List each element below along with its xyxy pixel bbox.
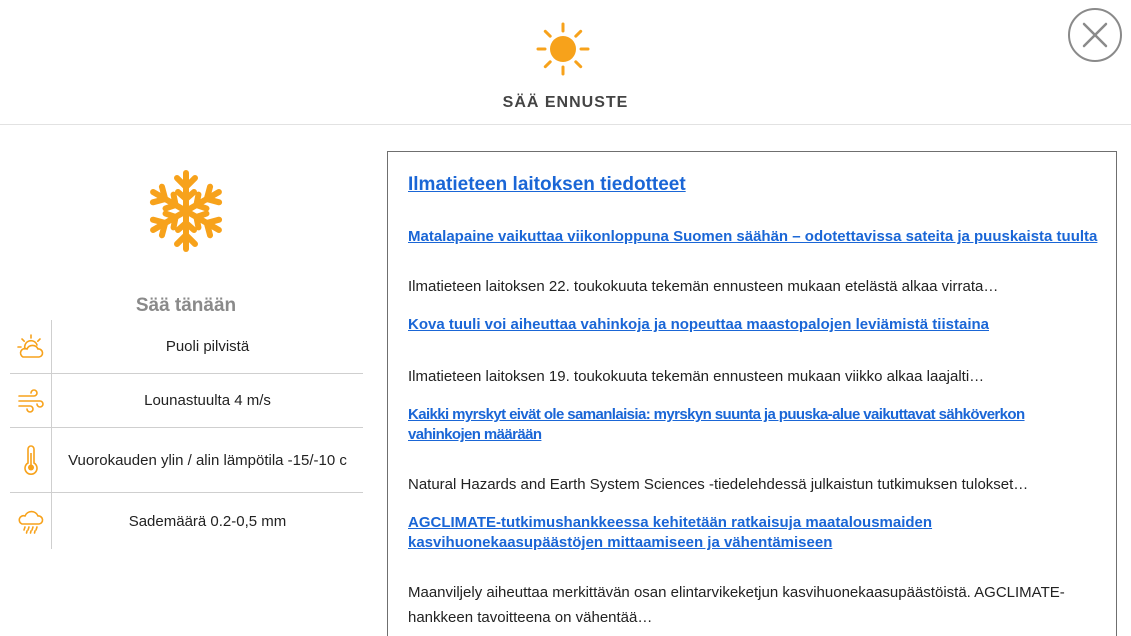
news-headline-link[interactable]: Kova tuuli voi aiheuttaa vahinkoja ja nopeuttaa maastopalojen leviämistä tiistaina [408, 316, 989, 333]
news-summary: Ilmatieteen laitoksen 19. toukokuuta tekemän ennusteen mukaan viikko alkaa laajalti… [408, 368, 985, 385]
close-button[interactable] [1068, 8, 1122, 62]
weather-row [10, 493, 363, 549]
weather-row-text: Puoli pilvistä [165, 338, 250, 355]
header [0, 0, 1131, 125]
weather-row-text: Lounastuulta 4 m/s [144, 392, 271, 409]
sun-icon [536, 22, 590, 76]
rain-cloud-icon [17, 508, 45, 534]
news-headline-link[interactable]: Kaikki myrskyt eivät ole samanlaisia: myrskyn suunta ja puuska-alue vaikuttavat sähköverkon vahinkojen määrään [408, 406, 1025, 443]
news-headline-link[interactable]: Matalapaine vaikuttaa viikonloppuna Suomen säähän – odotettavissa sateita ja puuskaista tuulta [408, 228, 1098, 245]
news-title-link[interactable]: Ilmatieteen laitoksen tiedotteet [408, 174, 686, 195]
news-summary: Maanviljely aiheuttaa merkittävän osan elintarvikeketjun kasvihuonekaasupäästöistä. AGCLIMATE-hankkeen tavoitteena on vähentää… [408, 584, 1065, 626]
news-panel [387, 151, 1117, 636]
partly-cloudy-icon [17, 334, 45, 360]
news-summary: Natural Hazards and Earth System Sciences -tiedelehdessä julkaistun tutkimuksen tulokset… [408, 476, 1029, 493]
weather-row [10, 374, 363, 428]
weather-row-text: Vuorokauden ylin / alin lämpötila -15/-10 c [68, 451, 347, 469]
weather-row-text: Sademäärä 0.2-0,5 mm [128, 512, 287, 530]
today-title: Sää tänään [135, 295, 237, 316]
weather-row [10, 428, 363, 493]
thermometer-icon [23, 445, 39, 475]
wind-icon [17, 389, 45, 413]
snowflake-icon [146, 168, 226, 254]
page-title: SÄÄ ENNUSTE [502, 94, 629, 111]
news-summary: Ilmatieteen laitoksen 22. toukokuuta tekemän ennusteen mukaan etelästä alkaa virrata… [408, 278, 999, 295]
weather-table [10, 320, 363, 549]
close-icon [1082, 22, 1108, 48]
weather-row [10, 320, 363, 374]
news-headline-link[interactable]: AGCLIMATE-tutkimushankkeessa kehitetään ratkaisuja maatalousmaiden kasvihuonekaasupäästöjen mittaamiseen ja vähentämiseen [408, 514, 933, 551]
